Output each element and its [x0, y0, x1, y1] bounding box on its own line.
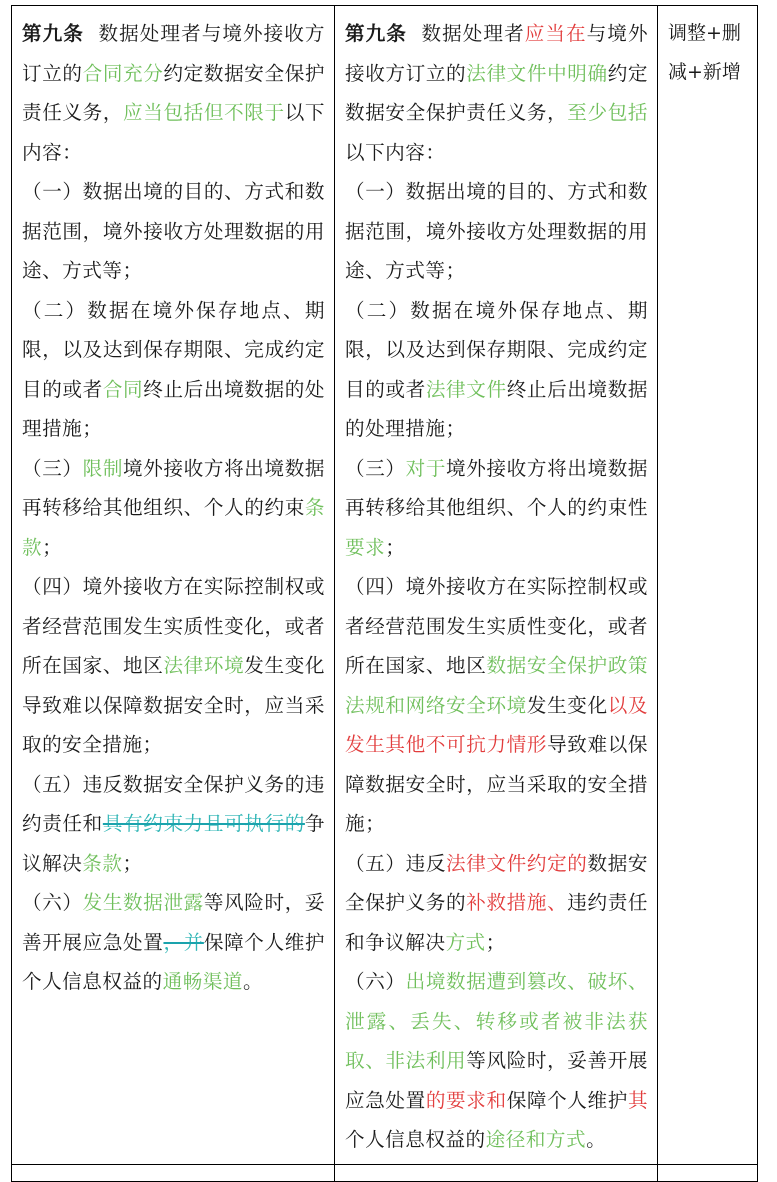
old-article-segment-deleted: ，并 — [163, 930, 204, 954]
next-row-cell-old — [12, 1165, 335, 1182]
new-article-cell — [335, 6, 658, 1165]
new-article-segment-normal: （一）数据出境的目的、方式和数据范围，境外接收方处理数据的用途、方式等； — [345, 180, 648, 282]
old-article-segment-normal: 终止后出境数据的处理措施； — [22, 377, 326, 440]
table-row-next — [12, 1165, 758, 1182]
new-article-segment-normal: 个人信息权益的 — [345, 1128, 486, 1151]
old-article-cell — [12, 6, 335, 1165]
new-article-segment-normal: 境外接收方将出境数据再转移给其他组织、个人的约束性 — [345, 456, 649, 519]
new-article-segment-normal: 等风险时，妥善开展应急处置 — [345, 1049, 649, 1112]
new-article-text — [345, 14, 648, 1160]
new-article-segment-green: 至少包括 — [567, 101, 649, 124]
new-article-segment-normal: ； — [385, 535, 406, 559]
old-article-segment-green: 条款 — [82, 851, 123, 875]
next-row-cell-new — [335, 1165, 658, 1182]
change-note: 调整+删减+新增 — [668, 22, 741, 83]
new-article-segment-normal: （二）数据在境外保存地点、期限，以及达到保存期限、完成约定目的或者 — [345, 298, 648, 401]
old-article-segment-normal: （三） — [22, 456, 83, 480]
new-article-segment-normal: 。 — [586, 1128, 607, 1151]
change-note-cell — [658, 6, 758, 1165]
old-article-segment-normal: 保障个人维护个人信息权益的 — [22, 930, 326, 993]
new-article-segment-normal: 数据处理者 — [421, 22, 525, 45]
old-article-body — [22, 22, 325, 993]
old-article-segment-deleted: 具有约束力且可执行的 — [102, 812, 305, 835]
old-article-segment-normal: 境外接收方将出境数据再转移给其他组织、个人的约束 — [22, 456, 326, 519]
new-article-segment-green: 数据安全保护政策法规和网络安全环境 — [345, 654, 648, 717]
new-article-segment-green: 方式 — [445, 930, 486, 954]
old-article-segment-normal: 数据处理者与境外接收方订立的 — [22, 22, 326, 85]
new-article-segment-normal: 发生变化 — [526, 693, 608, 717]
old-article-label: 第九条 — [22, 22, 84, 45]
old-article-segment-normal: 约定数据安全保护责任义务， — [22, 61, 326, 124]
new-article-segment-red: 应当在 — [524, 22, 587, 45]
old-article-segment-normal: （六） — [22, 891, 83, 914]
old-article-segment-normal: 等风险时，妥善开展应急处置 — [22, 891, 326, 954]
new-article-segment-normal: ； — [485, 930, 506, 954]
new-article-segment-red: 以及发生其他不可抗力情形 — [345, 693, 649, 756]
old-article-segment-green: 限制 — [82, 456, 124, 480]
new-article-segment-normal: 违约责任和争议解决 — [345, 891, 649, 954]
old-article-segment-normal: （二）数据在境外保存地点、期限，以及达到保存期限、完成约定目的或者 — [22, 298, 325, 401]
old-article-segment-green: 合同 — [102, 377, 144, 401]
old-article-segment-normal: 发生变化导致难以保障数据安全时，应当采取的安全措施； — [22, 654, 326, 756]
new-article-segment-green: 法律文件中明确 — [466, 61, 608, 85]
old-article-segment-normal: ； — [42, 535, 63, 559]
new-article-segment-normal: 导致难以保障数据安全时，应当采取的安全措施； — [345, 733, 649, 835]
new-article-segment-normal: （四）境外接收方在实际控制权或者经营范围发生实质性变化，或者所在国家、地区 — [345, 575, 648, 677]
old-article-segment-green: 条款 — [22, 496, 325, 559]
new-article-body — [345, 22, 648, 1151]
new-article-segment-normal: （六） — [345, 970, 406, 993]
new-article-segment-normal: 终止后出境数据的处理措施； — [345, 377, 649, 440]
new-article-segment-red: 补救措施、 — [466, 891, 568, 914]
old-article-segment-normal: （一）数据出境的目的、方式和数据范围，境外接收方处理数据的用途、方式等； — [22, 180, 325, 282]
new-article-segment-green: 途径和方式 — [485, 1128, 587, 1151]
old-article-segment-green: 法律环境 — [163, 654, 245, 677]
old-article-segment-green: 发生数据泄露 — [82, 891, 204, 914]
new-article-segment-red: 法律文件约定的 — [446, 851, 588, 875]
new-article-segment-green: 出境数据遭到篡改、破坏、泄露、丢失、转移或者被非法获取、非法利用 — [345, 970, 649, 1072]
new-article-segment-red: 其 — [627, 1088, 649, 1112]
old-article-segment-normal: （四）境外接收方在实际控制权或者经营范围发生实质性变化，或者所在国家、地区 — [22, 575, 325, 677]
new-article-segment-green: 法律文件 — [425, 377, 507, 401]
old-article-segment-normal: 以下内容： — [22, 101, 326, 164]
table-row — [12, 6, 758, 1165]
old-article-segment-green: 合同充分 — [82, 61, 164, 85]
new-article-segment-green: 对于 — [405, 456, 447, 480]
old-article-segment-normal: 。 — [243, 970, 264, 993]
comparison-table — [11, 5, 758, 1182]
old-article-segment-normal: 争议解决 — [22, 812, 326, 875]
new-article-segment-normal: 约定数据安全保护责任义务， — [345, 61, 649, 124]
next-row-cell-note — [658, 1165, 758, 1182]
old-article-segment-green: 应当包括但不限于 — [123, 101, 285, 124]
new-article-segment-normal: 以下内容： — [345, 140, 446, 164]
old-article-text — [22, 14, 325, 1002]
new-article-label: 第九条 — [345, 22, 407, 45]
new-article-segment-normal: 保障个人维护 — [506, 1088, 628, 1112]
old-article-segment-green: 通畅渠道 — [162, 970, 244, 993]
new-article-segment-normal: （五）违反 — [345, 851, 447, 875]
old-article-segment-normal: ； — [122, 851, 143, 875]
new-article-segment-green: 要求 — [345, 535, 386, 559]
old-article-segment-normal: （五）违反数据安全保护义务的违约责任和 — [22, 772, 325, 835]
new-article-segment-normal: 数据安全保护义务的 — [345, 851, 649, 914]
new-article-segment-normal: （三） — [345, 456, 406, 480]
new-article-segment-red: 的要求和 — [425, 1088, 507, 1112]
new-article-segment-normal: 与境外接收方订立的 — [345, 22, 649, 85]
